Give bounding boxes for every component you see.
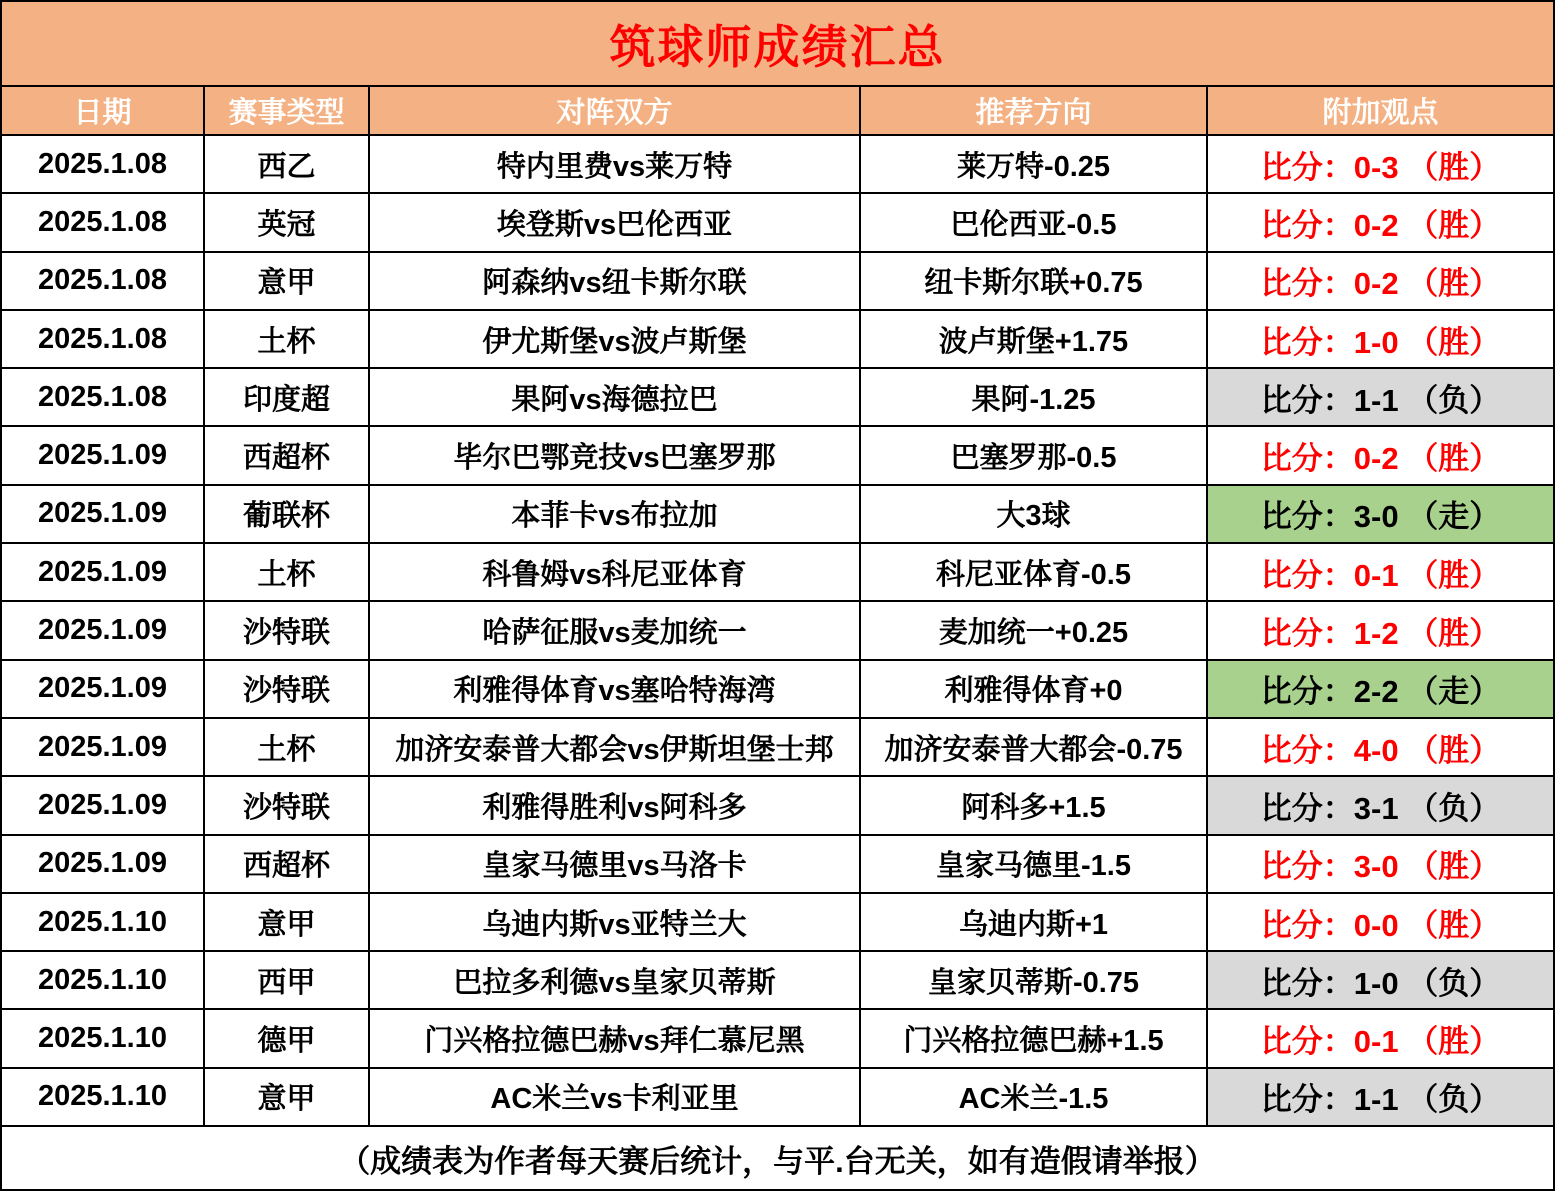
cell-result: 比分：1-0 （胜） [1208,311,1553,367]
cell-pick: 波卢斯堡+1.75 [861,311,1208,367]
table-row [2,836,1553,894]
cell-pick: 纽卡斯尔联+0.75 [861,253,1208,309]
cell-pick: 果阿-1.25 [861,369,1208,425]
cell-league: 意甲 [205,894,370,950]
cell-pick: 皇家马德里-1.5 [861,836,1208,892]
cell-result: 比分：1-1 （负） [1208,369,1553,425]
cell-date: 2025.1.10 [2,1010,205,1066]
cell-match: 科鲁姆vs科尼亚体育 [370,544,861,600]
cell-match: 利雅得胜利vs阿科多 [370,777,861,833]
cell-league: 土杯 [205,544,370,600]
table-header [2,87,1553,136]
cell-date: 2025.1.09 [2,602,205,658]
header-cell-pick: 推荐方向 [861,87,1208,134]
cell-result: 比分：1-1 （负） [1208,1069,1553,1125]
cell-league: 德甲 [205,1010,370,1066]
cell-date: 2025.1.09 [2,661,205,717]
cell-date: 2025.1.08 [2,136,205,192]
cell-league: 沙特联 [205,777,370,833]
cell-league: 土杯 [205,311,370,367]
cell-pick: 门兴格拉德巴赫+1.5 [861,1010,1208,1066]
cell-date: 2025.1.08 [2,194,205,250]
cell-match: 特内里费vs莱万特 [370,136,861,192]
cell-pick: 科尼亚体育-0.5 [861,544,1208,600]
cell-result: 比分：3-0 （胜） [1208,836,1553,892]
table-row [2,311,1553,369]
cell-league: 沙特联 [205,661,370,717]
cell-match: 伊尤斯堡vs波卢斯堡 [370,311,861,367]
cell-pick: 加济安泰普大都会-0.75 [861,719,1208,775]
cell-result: 比分：1-2 （胜） [1208,602,1553,658]
cell-result: 比分：0-0 （胜） [1208,894,1553,950]
cell-match: 利雅得体育vs塞哈特海湾 [370,661,861,717]
cell-league: 西甲 [205,952,370,1008]
cell-result: 比分：4-0 （胜） [1208,719,1553,775]
cell-league: 西超杯 [205,427,370,483]
cell-league: 葡联杯 [205,486,370,542]
cell-match: 埃登斯vs巴伦西亚 [370,194,861,250]
cell-league: 西超杯 [205,836,370,892]
cell-result: 比分：0-2 （胜） [1208,427,1553,483]
cell-date: 2025.1.10 [2,952,205,1008]
cell-date: 2025.1.09 [2,719,205,775]
cell-match: 乌迪内斯vs亚特兰大 [370,894,861,950]
header-cell-result: 附加观点 [1322,97,1439,129]
header-cell-league: 赛事类型 [205,87,370,134]
cell-league: 英冠 [205,194,370,250]
cell-league: 沙特联 [205,602,370,658]
cell-pick: 巴伦西亚-0.5 [861,194,1208,250]
cell-result: 比分：0-3 （胜） [1208,136,1553,192]
header-cell-date: 日期 [2,87,205,134]
cell-match: 果阿vs海德拉巴 [370,369,861,425]
cell-date: 2025.1.08 [2,253,205,309]
cell-league: 西乙 [205,136,370,192]
table-row [2,1010,1553,1068]
footer-note: （成绩表为作者每天赛后统计，与平.台无关，如有造假请举报） [2,1127,1553,1189]
cell-match: 本菲卡vs布拉加 [370,486,861,542]
cell-result: 比分：0-1 （胜） [1208,544,1553,600]
cell-league: 意甲 [205,253,370,309]
table-row [2,602,1553,660]
cell-result: 比分：0-2 （胜） [1208,253,1553,309]
cell-pick: 皇家贝蒂斯-0.75 [861,952,1208,1008]
table-row [2,544,1553,602]
table-row [2,253,1553,311]
cell-date: 2025.1.09 [2,544,205,600]
page-title: 筑球师成绩汇总 [2,2,1553,87]
cell-match: 门兴格拉德巴赫vs拜仁慕尼黑 [370,1010,861,1066]
cell-date: 2025.1.08 [2,369,205,425]
cell-pick: 麦加统一+0.25 [861,602,1208,658]
cell-pick: 利雅得体育+0 [861,661,1208,717]
cell-date: 2025.1.10 [2,1069,205,1125]
table-row [2,194,1553,252]
cell-result: 比分：2-2 （走） [1208,661,1553,717]
results-table-body [2,136,1553,1127]
table-row [2,369,1553,427]
cell-date: 2025.1.09 [2,777,205,833]
cell-match: 毕尔巴鄂竞技vs巴塞罗那 [370,427,861,483]
table-row [2,894,1553,952]
table-row [2,486,1553,544]
cell-date: 2025.1.10 [2,894,205,950]
cell-match: AC米兰vs卡利亚里 [370,1069,861,1125]
header-cell-match: 对阵双方 [370,87,861,134]
cell-date: 2025.1.09 [2,427,205,483]
cell-result: 比分：0-1 （胜） [1208,1010,1553,1066]
table-row [2,661,1553,719]
cell-league: 土杯 [205,719,370,775]
cell-date: 2025.1.09 [2,486,205,542]
table-row [2,1069,1553,1127]
cell-pick: 阿科多+1.5 [861,777,1208,833]
cell-pick: AC米兰-1.5 [861,1069,1208,1125]
cell-match: 巴拉多利德vs皇家贝蒂斯 [370,952,861,1008]
cell-result: 比分：3-1 （负） [1208,777,1553,833]
cell-league: 意甲 [205,1069,370,1125]
cell-pick: 乌迪内斯+1 [861,894,1208,950]
cell-result: 比分：3-0 （走） [1208,486,1553,542]
cell-match: 皇家马德里vs马洛卡 [370,836,861,892]
cell-result: 比分：0-2 （胜） [1208,194,1553,250]
cell-pick: 莱万特-0.25 [861,136,1208,192]
cell-match: 哈萨征服vs麦加统一 [370,602,861,658]
cell-date: 2025.1.08 [2,311,205,367]
table-row [2,719,1553,777]
cell-date: 2025.1.09 [2,836,205,892]
table-row [2,777,1553,835]
cell-match: 加济安泰普大都会vs伊斯坦堡士邦 [370,719,861,775]
table-row [2,136,1553,194]
table-row [2,952,1553,1010]
cell-result: 比分：1-0 （负） [1208,952,1553,1008]
cell-league: 印度超 [205,369,370,425]
table-row [2,427,1553,485]
cell-pick: 大3球 [861,486,1208,542]
cell-match: 阿森纳vs纽卡斯尔联 [370,253,861,309]
cell-pick: 巴塞罗那-0.5 [861,427,1208,483]
